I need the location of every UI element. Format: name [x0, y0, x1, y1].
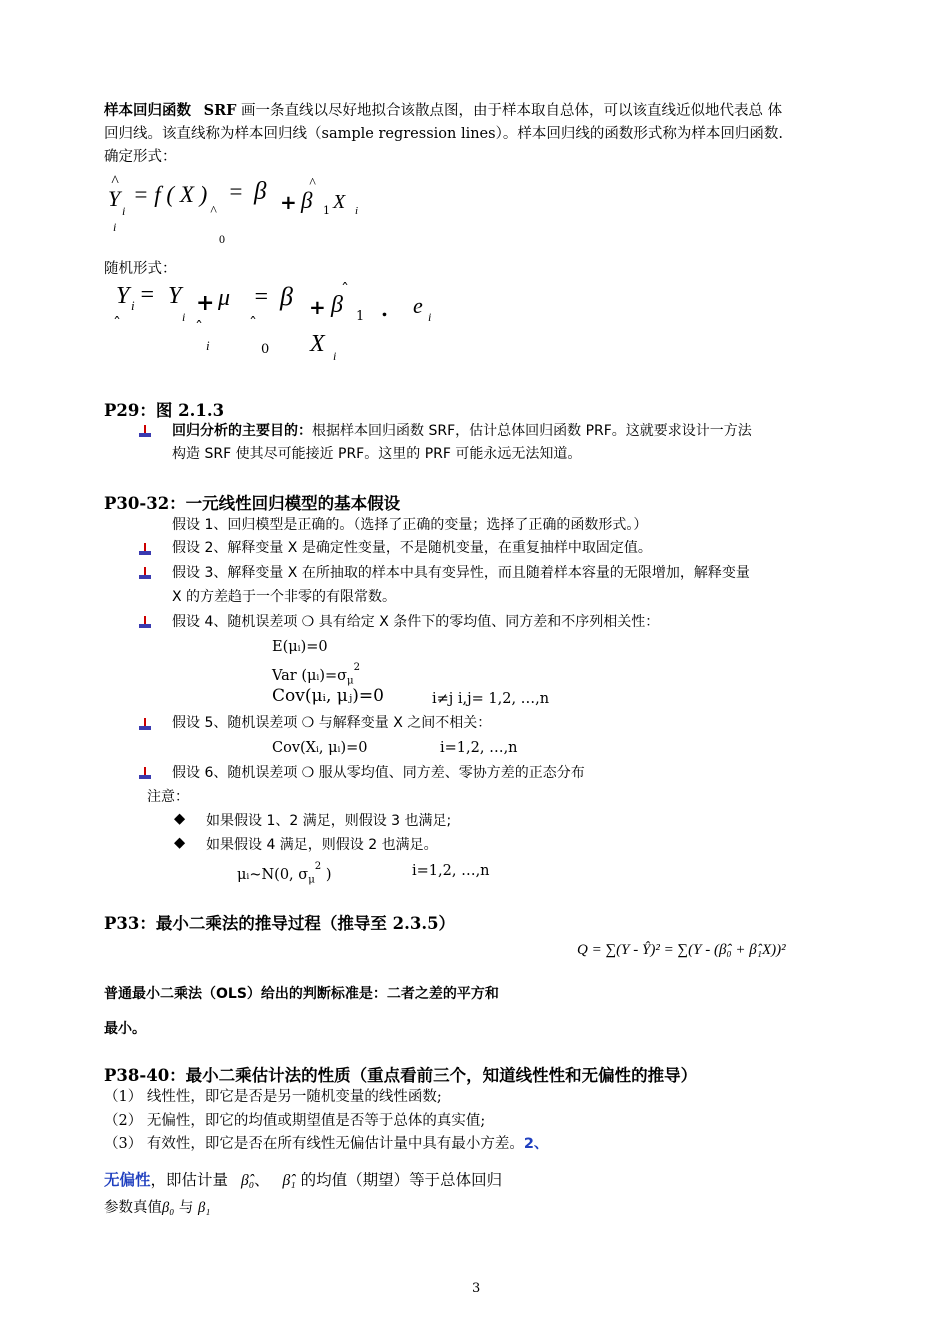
true-beta0: β₀ — [162, 1200, 175, 1216]
property-3-number: 2、 — [523, 1136, 549, 1152]
formula-normal-text: μᵢ~N(0, σ — [237, 866, 309, 883]
page-number: 3 — [472, 1281, 481, 1296]
eq2-X: X — [310, 331, 325, 357]
formula-var-sub: μ — [347, 675, 354, 687]
eq1-sub-0: 0 — [219, 232, 225, 246]
eq1-sub-1: 1 — [323, 204, 330, 217]
eq2-e: e — [413, 293, 423, 318]
random-form-label: 随机形式： — [104, 261, 177, 277]
heading-p38: P38-40：最小二乘估计法的性质（重点看前三个，知道线性性和无偏性的推导） — [104, 1066, 698, 1085]
p29-line-1 — [172, 420, 752, 442]
assumption-3-line-2: X 的方差趋于一个非零的有限常数。 — [172, 589, 397, 605]
eq2-Yh: Y — [168, 283, 182, 309]
bullet-icon — [139, 767, 151, 779]
eq2-plus: + — [196, 290, 215, 316]
diamond-icon: ◆ — [174, 811, 186, 827]
formula-var-sup: 2 — [353, 662, 361, 673]
formula-normal-sup: 2 — [314, 861, 322, 872]
intro-line-1 — [104, 100, 782, 122]
intro-text-1: 画一条直线以尽好地拟合该散点图，由于样本取自总体，可以该直线近似地代表总 体 — [241, 103, 783, 119]
eq1-sub-i-2: i — [113, 220, 117, 234]
eq1-hat-2: ^ — [210, 204, 216, 219]
assumption-6: 假设 6、随机误差项 ❍ 服从零均值、同方差、零协方差的正态分布 — [172, 765, 585, 781]
eq2-equals-2: = — [253, 284, 270, 310]
heading-p30-text: P30-32：一元线性回归模型的基本假设 — [104, 494, 401, 513]
true-params-line — [104, 1197, 210, 1219]
eq1-hat-3: ^ — [309, 176, 315, 191]
eq2-plus-2: + — [309, 295, 326, 319]
intro-srf: SRF — [203, 102, 237, 119]
eq2-hat-2: ˆ — [195, 318, 203, 337]
eq2-Y: Y — [116, 283, 130, 309]
ols-formula: Q = ∑(Y - Ŷ)² = ∑(Y - (β̂₀ + β̂₁X))² — [577, 942, 786, 958]
diamond-icon: ◆ — [174, 835, 186, 851]
formula-normal-end: ) — [321, 866, 332, 883]
unbiased-text-2: 的均值（期望）等于总体回归 — [300, 1171, 503, 1189]
bullet-icon — [139, 425, 151, 437]
intro-line-3: 确定形式： — [104, 149, 177, 165]
note-2: 如果假设 4 满足，则假设 2 也满足。 — [206, 837, 438, 853]
eq2-equals: = — [139, 282, 156, 308]
bullet-icon — [139, 718, 151, 730]
property-3-text: （3） 有效性，即它是否在所有线性无偏估计量中具有最小方差。 — [104, 1136, 524, 1152]
true-beta1: β₁ — [197, 1200, 211, 1216]
unbiased-line — [104, 1168, 502, 1190]
heading-p30 — [104, 490, 400, 514]
eq1-sub-i: i — [122, 204, 126, 218]
unbiased-beta0: β̂₀ — [240, 1172, 255, 1189]
assumption-1: 假设 1、回归模型是正确的。（选择了正确的变量；选择了正确的函数形式。） — [172, 517, 648, 533]
assumption-5: 假设 5、随机误差项 ❍ 与解释变量 X 之间不相关： — [172, 715, 492, 731]
bullet-icon — [139, 543, 151, 555]
note-1: 如果假设 1、2 满足，则假设 3 也满足; — [206, 813, 452, 829]
property-1: （1） 线性性，即它是否是另一随机变量的线性函数; — [104, 1089, 442, 1105]
heading-p29: P29：图 2.1.3 — [104, 401, 225, 420]
p29-text-1: 根据样本回归函数 SRF，估计总体回归函数 PRF。这就要求设计一方法 — [312, 423, 752, 439]
formula-cov-mu: Cov(μᵢ, μⱼ)=0 — [272, 686, 384, 706]
unbiased-text: ，即估计量 — [150, 1171, 229, 1189]
eq2-sub-i-4: i — [428, 310, 432, 324]
ols-text-2: 最小。 — [104, 1021, 146, 1037]
formula-cov-mu-cond: i≠j i,j= 1,2, …,n — [432, 691, 550, 707]
unbiased-term: 无偏性 — [104, 1171, 151, 1189]
eq2-mu: μ — [218, 285, 231, 311]
formula-cov-x-cond: i=1,2, …,n — [440, 740, 518, 756]
eq2-sub-1: 1 — [356, 309, 365, 324]
intro-term: 样本回归函数 — [104, 102, 191, 119]
property-3 — [104, 1133, 548, 1155]
formula-normal — [237, 860, 332, 892]
bullet-icon — [139, 567, 151, 579]
eq1-hat: ^ — [111, 173, 118, 190]
eq1-fx: = f ( X ) — [133, 182, 208, 207]
eq2-dot: . — [381, 297, 388, 321]
eq2-hat-4: ˆ — [341, 280, 349, 299]
eq1-beta1: β — [301, 188, 313, 213]
eq1-X: X — [333, 191, 346, 213]
eq1-plus: + — [280, 190, 297, 214]
property-2: （2） 无偏性，即它的均值或期望值是否等于总体的真实值; — [104, 1113, 486, 1129]
true-params-text: 参数真值 — [104, 1200, 162, 1216]
eq2-sub-i-2: i — [182, 310, 186, 324]
eq2-beta1: β — [331, 292, 343, 318]
intro-line-2: 回归线。该直线称为样本回归线（sample regression lines）。样本回归线的函数形式称为样本回归函数. — [104, 126, 783, 142]
note-label: 注意： — [147, 789, 189, 805]
eq1-equals: = — [228, 179, 244, 204]
eq2-sub-0: 0 — [261, 342, 270, 357]
eq2-sub-i-5: i — [333, 349, 337, 363]
eq2-sub-i-3: i — [206, 338, 210, 353]
eq1-Y: Y — [108, 186, 121, 211]
p29-bold: 回归分析的主要目的： — [172, 423, 312, 439]
formula-normal-cond: i=1,2, …,n — [412, 863, 490, 879]
formula-var-text: Var (μᵢ)=σ — [272, 667, 348, 684]
formula-cov-x: Cov(Xᵢ, μᵢ)=0 — [272, 740, 368, 756]
eq2-hat-1: ˆ — [113, 314, 121, 333]
formula-normal-sub: μ — [308, 874, 315, 886]
ols-text-1: 普通最小二乘法（OLS）给出的判断标准是：二者之差的平方和 — [104, 986, 499, 1002]
bullet-icon — [139, 616, 151, 628]
eq2-sub-i: i — [131, 298, 135, 313]
true-and: 与 — [178, 1200, 194, 1216]
unbiased-beta1: β̂₁ — [282, 1172, 296, 1189]
assumption-4: 假设 4、随机误差项 ❍ 具有给定 X 条件下的零均值、同方差和不序列相关性： — [172, 614, 660, 630]
eq1-sub-i-3: i — [355, 205, 359, 217]
formula-e-mu: E(μᵢ)=0 — [272, 639, 328, 655]
assumption-3-line-1: 假设 3、解释变量 X 在所抽取的样本中具有变异性，而且随着样本容量的无限增加，解释变量 — [172, 565, 750, 581]
assumption-2: 假设 2、解释变量 X 是确定性变量，不是随机变量，在重复抽样中取固定值。 — [172, 540, 652, 556]
eq2-beta0: β — [280, 282, 293, 311]
p29-line-2: 构造 SRF 使其尽可能接近 PRF。这里的 PRF 可能永远无法知道。 — [172, 446, 582, 462]
heading-p33: P33：最小二乘法的推导过程（推导至 2.3.5） — [104, 914, 456, 933]
unbiased-sep: 、 — [254, 1171, 270, 1189]
eq1-beta0: β — [254, 178, 267, 205]
eq2-hat-3: ˆ — [249, 314, 257, 333]
